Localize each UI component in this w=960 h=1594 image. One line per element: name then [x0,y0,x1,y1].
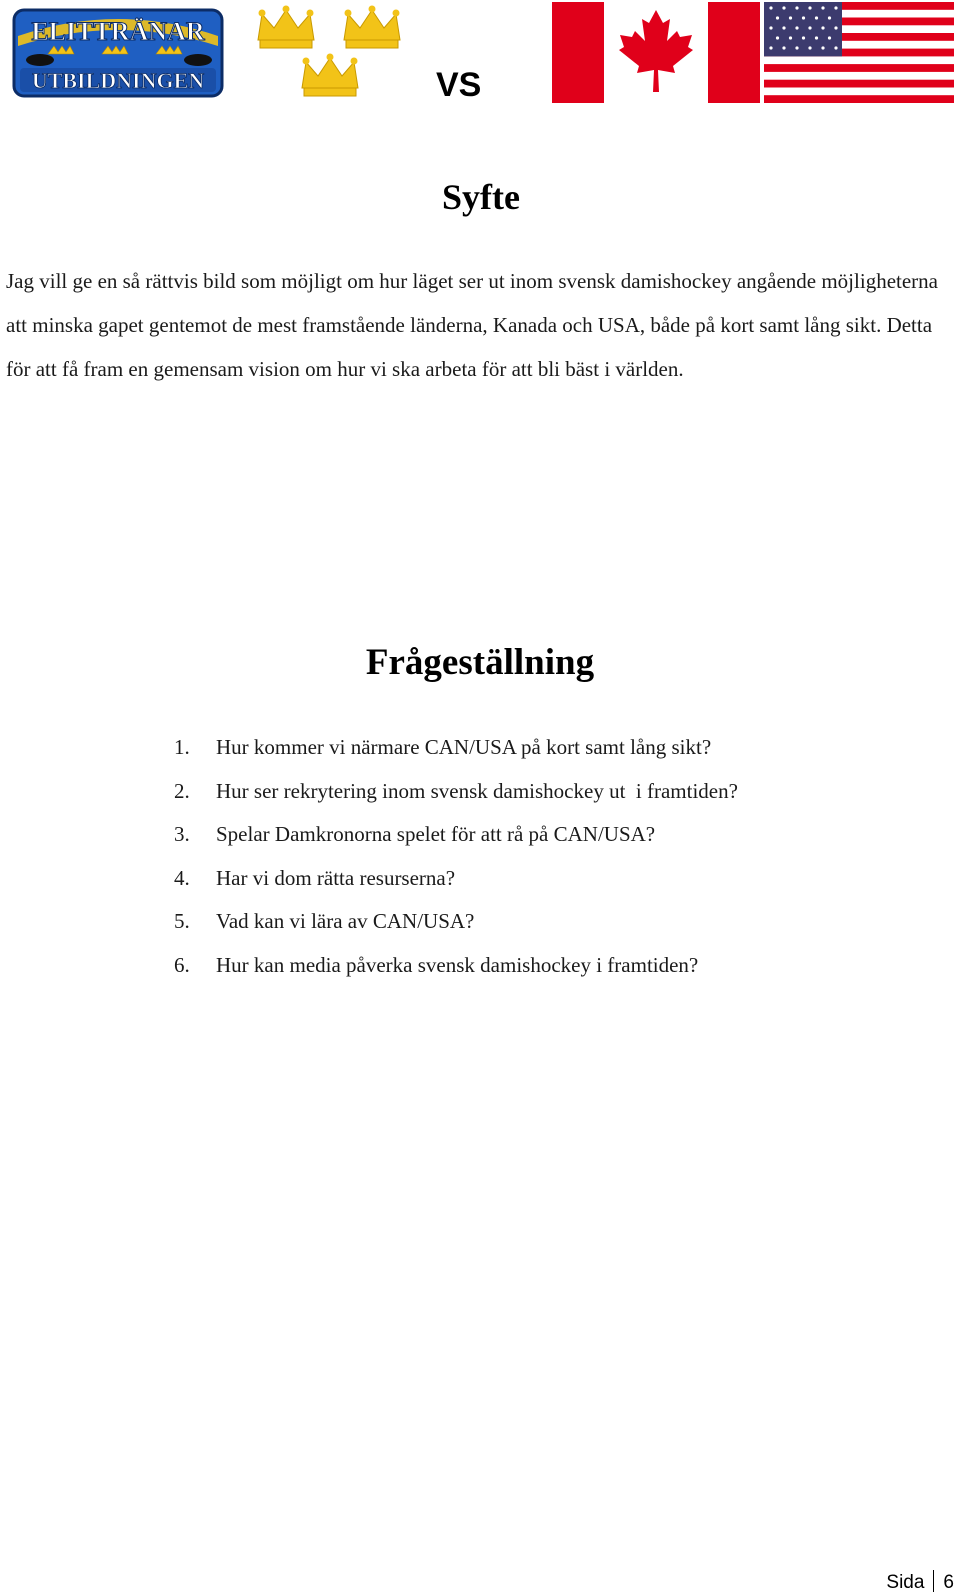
list-item [174,857,738,901]
page-number: 6 [943,1572,954,1593]
question-text: Hur kommer vi närmare CAN/USA på kort samt lång sikt? [216,735,712,759]
question-text: Hur ser rekrytering inom svensk damishockey ut i framtiden? [216,778,738,803]
question-number: 1. [174,735,190,759]
svg-text:UTBILDNINGEN: UTBILDNINGEN [31,68,205,93]
list-item [174,726,738,770]
list-item [174,813,738,857]
section-heading-fragestallning: Frågeställning [365,642,595,683]
page-footer [886,1570,954,1594]
list-item [174,770,738,814]
question-number: 2. [174,778,190,803]
footer-divider [933,1570,934,1592]
usa-flag-icon [764,2,954,103]
syfte-heading-text: Syfte [442,177,520,217]
svg-text:ELITTRÄNAR: ELITTRÄNAR [31,17,205,46]
question-number: 3. [174,822,190,846]
section-heading-syfte [0,176,960,218]
question-text: Vad kan vi lära av CAN/USA? [216,909,475,933]
question-text: Spelar Damkronorna spelet för att rå på CAN/USA? [216,822,656,846]
question-list [174,726,738,987]
question-number: 5. [174,909,190,933]
question-number: 6. [174,952,190,977]
three-crowns-icon [244,2,424,102]
list-item [174,900,738,944]
page-label: Sida [886,1572,925,1593]
elittranar-logo [12,6,224,98]
question-text: Hur kan media påverka svensk damishockey i framtiden? [216,952,699,977]
question-number: 4. [174,865,190,890]
list-item [174,944,738,988]
canada-flag-icon [552,2,760,103]
syfte-paragraph: Jag vill ge en så rättvis bild som möjligt om hur läget ser ut inom svensk damishockey angående möjligheterna att minska gapet gentemot de mest framstående länderna, Kanada och USA, både på kort samt lång sikt. Detta för att få fram en gemensam vision om hur vi ska arbeta för att bli bäst i världen. [6,269,938,381]
question-text: Har vi dom rätta resurserna? [216,865,456,890]
vs-label: VS [436,66,482,104]
